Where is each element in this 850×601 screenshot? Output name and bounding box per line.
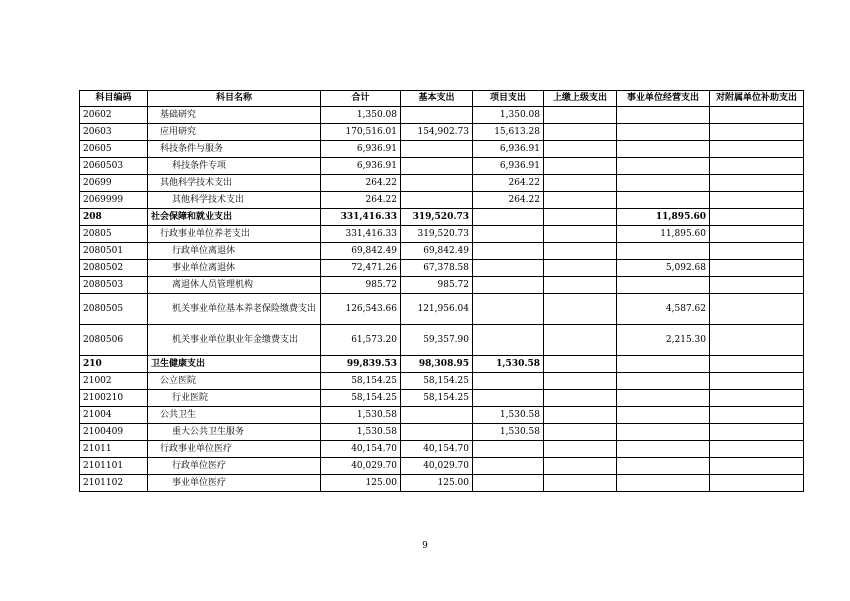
cell-project — [473, 373, 544, 390]
cell-code: 2080506 — [80, 325, 148, 356]
cell-subsidy — [710, 475, 804, 492]
table-row — [80, 373, 804, 390]
cell-project — [473, 475, 544, 492]
cell-business — [617, 107, 710, 124]
cell-business — [617, 124, 710, 141]
table-row — [80, 325, 804, 356]
cell-code: 2080502 — [80, 260, 148, 277]
cell-business — [617, 390, 710, 407]
cell-code: 210 — [80, 356, 148, 373]
cell-business: 11,895.60 — [617, 209, 710, 226]
cell-basic: 40,154.70 — [401, 441, 473, 458]
cell-code: 2101101 — [80, 458, 148, 475]
cell-code: 208 — [80, 209, 148, 226]
table-row — [80, 226, 804, 243]
cell-subsidy — [710, 390, 804, 407]
cell-basic: 67,378.58 — [401, 260, 473, 277]
cell-upper — [544, 441, 617, 458]
page-number: 9 — [422, 541, 428, 551]
cell-project: 1,530.58 — [473, 407, 544, 424]
cell-name: 科技条件与服务 — [148, 141, 321, 158]
cell-business — [617, 373, 710, 390]
cell-basic: 154,902.73 — [401, 124, 473, 141]
cell-project — [473, 441, 544, 458]
cell-code: 20605 — [80, 141, 148, 158]
header-basic: 基本支出 — [401, 91, 473, 107]
cell-name: 其他科学技术支出 — [148, 192, 321, 209]
cell-project: 1,530.58 — [473, 424, 544, 441]
cell-name: 行政事业单位医疗 — [148, 441, 321, 458]
cell-basic: 125.00 — [401, 475, 473, 492]
cell-code: 2080503 — [80, 277, 148, 294]
header-total: 合计 — [321, 91, 401, 107]
table-row — [80, 390, 804, 407]
cell-code: 21011 — [80, 441, 148, 458]
cell-total: 6,936.91 — [321, 141, 401, 158]
table-row — [80, 294, 804, 325]
cell-code: 21002 — [80, 373, 148, 390]
cell-code: 20699 — [80, 175, 148, 192]
cell-upper — [544, 356, 617, 373]
cell-basic — [401, 107, 473, 124]
cell-business: 5,092.68 — [617, 260, 710, 277]
cell-name: 机关事业单位基本养老保险缴费支出 — [148, 294, 321, 325]
cell-name: 行政事业单位养老支出 — [148, 226, 321, 243]
cell-basic: 59,357.90 — [401, 325, 473, 356]
cell-name: 行政单位离退休 — [148, 243, 321, 260]
cell-upper — [544, 390, 617, 407]
cell-subsidy — [710, 124, 804, 141]
table-row — [80, 441, 804, 458]
cell-subsidy — [710, 458, 804, 475]
cell-name: 应用研究 — [148, 124, 321, 141]
cell-business: 2,215.30 — [617, 325, 710, 356]
cell-name: 行业医院 — [148, 390, 321, 407]
cell-project: 264.22 — [473, 175, 544, 192]
cell-basic: 58,154.25 — [401, 390, 473, 407]
cell-code: 20805 — [80, 226, 148, 243]
cell-upper — [544, 226, 617, 243]
cell-subsidy — [710, 424, 804, 441]
cell-basic: 121,956.04 — [401, 294, 473, 325]
cell-upper — [544, 124, 617, 141]
cell-name: 机关事业单位职业年金缴费支出 — [148, 325, 321, 356]
cell-subsidy — [710, 158, 804, 175]
cell-subsidy — [710, 441, 804, 458]
cell-name: 公立医院 — [148, 373, 321, 390]
cell-business — [617, 175, 710, 192]
cell-upper — [544, 260, 617, 277]
cell-subsidy — [710, 407, 804, 424]
cell-total: 72,471.26 — [321, 260, 401, 277]
cell-upper — [544, 107, 617, 124]
cell-total: 1,530.58 — [321, 407, 401, 424]
cell-subsidy — [710, 325, 804, 356]
cell-business — [617, 141, 710, 158]
cell-project — [473, 277, 544, 294]
table-row — [80, 407, 804, 424]
cell-code: 2100409 — [80, 424, 148, 441]
table-row — [80, 124, 804, 141]
cell-upper — [544, 158, 617, 175]
cell-business — [617, 192, 710, 209]
cell-project — [473, 209, 544, 226]
table-row — [80, 175, 804, 192]
cell-code: 2069999 — [80, 192, 148, 209]
cell-business — [617, 458, 710, 475]
cell-name: 行政单位医疗 — [148, 458, 321, 475]
cell-name: 公共卫生 — [148, 407, 321, 424]
cell-upper — [544, 373, 617, 390]
table-row — [80, 277, 804, 294]
cell-basic: 98,308.95 — [401, 356, 473, 373]
cell-total: 58,154.25 — [321, 373, 401, 390]
cell-total: 170,516.01 — [321, 124, 401, 141]
cell-total: 61,573.20 — [321, 325, 401, 356]
cell-project — [473, 294, 544, 325]
cell-project: 1,350.08 — [473, 107, 544, 124]
cell-name: 卫生健康支出 — [148, 356, 321, 373]
cell-upper — [544, 192, 617, 209]
table-row — [80, 158, 804, 175]
cell-business — [617, 243, 710, 260]
header-name: 科目名称 — [148, 91, 321, 107]
cell-name: 科技条件专项 — [148, 158, 321, 175]
cell-subsidy — [710, 294, 804, 325]
cell-business — [617, 407, 710, 424]
cell-subsidy — [710, 260, 804, 277]
cell-name: 重大公共卫生服务 — [148, 424, 321, 441]
cell-business — [617, 356, 710, 373]
table-row — [80, 243, 804, 260]
cell-subsidy — [710, 373, 804, 390]
cell-basic — [401, 407, 473, 424]
cell-basic: 319,520.73 — [401, 209, 473, 226]
cell-business — [617, 158, 710, 175]
cell-project: 264.22 — [473, 192, 544, 209]
header-subsidy: 对附属单位补助支出 — [710, 91, 804, 107]
table-row — [80, 356, 804, 373]
table-header-row — [80, 91, 804, 107]
cell-basic: 985.72 — [401, 277, 473, 294]
cell-total: 69,842.49 — [321, 243, 401, 260]
cell-total: 99,839.53 — [321, 356, 401, 373]
cell-upper — [544, 141, 617, 158]
cell-business — [617, 441, 710, 458]
cell-name: 社会保障和就业支出 — [148, 209, 321, 226]
cell-basic — [401, 424, 473, 441]
cell-name: 其他科学技术支出 — [148, 175, 321, 192]
cell-upper — [544, 277, 617, 294]
cell-name: 事业单位离退休 — [148, 260, 321, 277]
cell-code: 20602 — [80, 107, 148, 124]
cell-total: 264.22 — [321, 192, 401, 209]
cell-project — [473, 325, 544, 356]
cell-code: 2101102 — [80, 475, 148, 492]
cell-total: 40,154.70 — [321, 441, 401, 458]
cell-name: 离退休人员管理机构 — [148, 277, 321, 294]
cell-subsidy — [710, 141, 804, 158]
cell-total: 126,543.66 — [321, 294, 401, 325]
cell-business — [617, 277, 710, 294]
cell-name: 基础研究 — [148, 107, 321, 124]
cell-basic: 319,520.73 — [401, 226, 473, 243]
cell-total: 1,530.58 — [321, 424, 401, 441]
cell-total: 40,029.70 — [321, 458, 401, 475]
cell-subsidy — [710, 243, 804, 260]
cell-basic — [401, 158, 473, 175]
table-row — [80, 209, 804, 226]
table-row — [80, 141, 804, 158]
cell-total: 331,416.33 — [321, 226, 401, 243]
cell-upper — [544, 458, 617, 475]
cell-basic: 58,154.25 — [401, 373, 473, 390]
cell-subsidy — [710, 356, 804, 373]
cell-business — [617, 475, 710, 492]
expenditure-table — [79, 90, 804, 492]
cell-subsidy — [710, 175, 804, 192]
cell-name: 事业单位医疗 — [148, 475, 321, 492]
table-row — [80, 458, 804, 475]
cell-code: 2080505 — [80, 294, 148, 325]
cell-code: 21004 — [80, 407, 148, 424]
cell-upper — [544, 209, 617, 226]
cell-upper — [544, 175, 617, 192]
cell-total: 985.72 — [321, 277, 401, 294]
cell-business: 4,587.62 — [617, 294, 710, 325]
header-business: 事业单位经营支出 — [617, 91, 710, 107]
cell-total: 331,416.33 — [321, 209, 401, 226]
cell-project — [473, 390, 544, 407]
cell-upper — [544, 294, 617, 325]
cell-upper — [544, 475, 617, 492]
table-row — [80, 475, 804, 492]
cell-upper — [544, 325, 617, 356]
cell-project: 6,936.91 — [473, 158, 544, 175]
header-upper: 上缴上级支出 — [544, 91, 617, 107]
cell-project: 15,613.28 — [473, 124, 544, 141]
cell-upper — [544, 424, 617, 441]
cell-business: 11,895.60 — [617, 226, 710, 243]
cell-subsidy — [710, 192, 804, 209]
cell-project — [473, 226, 544, 243]
cell-project — [473, 243, 544, 260]
cell-project — [473, 458, 544, 475]
cell-total: 264.22 — [321, 175, 401, 192]
cell-basic — [401, 175, 473, 192]
cell-subsidy — [710, 277, 804, 294]
table-row — [80, 260, 804, 277]
cell-code: 2060503 — [80, 158, 148, 175]
cell-total: 125.00 — [321, 475, 401, 492]
cell-project: 1,530.58 — [473, 356, 544, 373]
cell-subsidy — [710, 107, 804, 124]
cell-project — [473, 260, 544, 277]
header-code: 科目编码 — [80, 91, 148, 107]
cell-basic: 40,029.70 — [401, 458, 473, 475]
cell-upper — [544, 243, 617, 260]
table-row — [80, 424, 804, 441]
cell-basic: 69,842.49 — [401, 243, 473, 260]
table-body — [80, 107, 804, 492]
table-row — [80, 107, 804, 124]
cell-total: 1,350.08 — [321, 107, 401, 124]
cell-subsidy — [710, 226, 804, 243]
cell-business — [617, 424, 710, 441]
cell-code: 20603 — [80, 124, 148, 141]
cell-subsidy — [710, 209, 804, 226]
cell-basic — [401, 141, 473, 158]
cell-total: 6,936.91 — [321, 158, 401, 175]
cell-project: 6,936.91 — [473, 141, 544, 158]
cell-code: 2080501 — [80, 243, 148, 260]
table-row — [80, 192, 804, 209]
cell-basic — [401, 192, 473, 209]
cell-code: 2100210 — [80, 390, 148, 407]
cell-total: 58,154.25 — [321, 390, 401, 407]
cell-upper — [544, 407, 617, 424]
header-project: 项目支出 — [473, 91, 544, 107]
